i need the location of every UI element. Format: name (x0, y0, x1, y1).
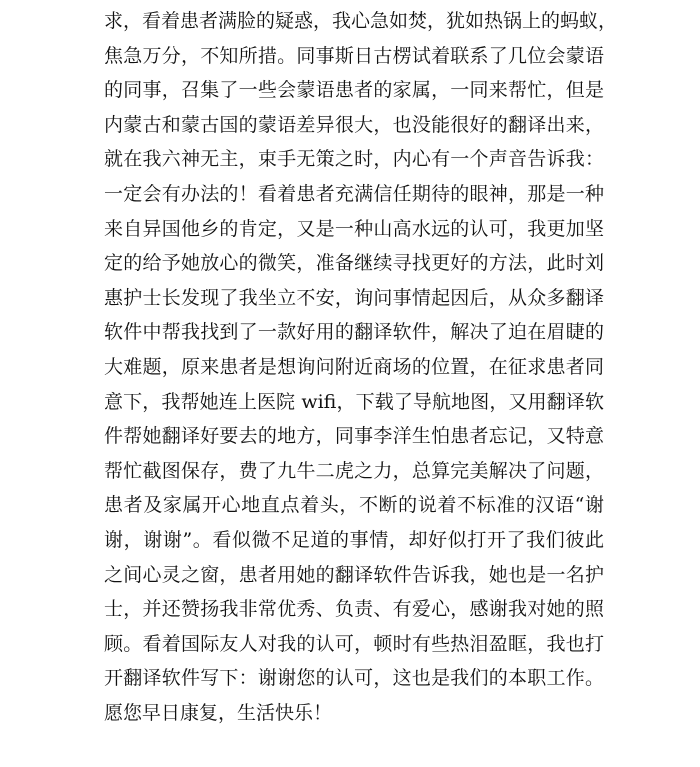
paragraph-line: 顾。看着国际友人对我的认可，顿时有些热泪盈眶，我也打 (104, 632, 604, 655)
paragraph-line: 一定会有办法的！看着患者充满信任期待的眼神，那是一种 (104, 182, 604, 205)
paragraph-line: 开翻译软件写下：谢谢您的认可，这也是我们的本职工作。 (104, 667, 604, 690)
paragraph-line: 帮忙截图保存，费了九牛二虎之力，总算完美解决了问题， (104, 459, 604, 482)
paragraph-line: 士，并还赞扬我非常优秀、负责、有爱心，感谢我对她的照 (104, 598, 604, 621)
paragraph-line: 件帮她翻译好要去的地方，同事李洋生怕患者忘记，又特意 (104, 425, 604, 448)
paragraph-line: 软件中帮我找到了一款好用的翻译软件，解决了迫在眉睫的 (104, 321, 604, 344)
body-paragraph (104, 4, 618, 730)
paragraph-line: 谢，谢谢”。看似微不足道的事情，却好似打开了我们彼此 (104, 528, 604, 551)
paragraph-line: 内蒙古和蒙古国的蒙语差异很大，也没能很好的翻译出来， (104, 113, 604, 136)
paragraph-line: 的同事，召集了一些会蒙语患者的家属，一同来帮忙，但是 (104, 79, 604, 102)
paragraph-line: 定的给予她放心的微笑，准备继续寻找更好的方法，此时刘 (104, 252, 604, 275)
paragraph-line: 焦急万分，不知所措。同事斯日古楞试着联系了几位会蒙语 (104, 44, 604, 67)
paragraph-line: 来自异国他乡的肯定，又是一种山高水远的认可，我更加坚 (104, 217, 604, 240)
paragraph-line: 就在我六神无主，束手无策之时，内心有一个声音告诉我： (104, 148, 604, 171)
paragraph-line: 惠护士长发现了我坐立不安，询问事情起因后，从众多翻译 (104, 286, 604, 309)
paragraph-line: 患者及家属开心地直点着头，不断的说着不标准的汉语“谢 (104, 494, 604, 517)
paragraph-line: 意下，我帮她连上医院 wifi，下载了导航地图，又用翻译软 (104, 390, 604, 413)
paragraph-line: 之间心灵之窗，患者用她的翻译软件告诉我，她也是一名护 (104, 563, 604, 586)
paragraph-line: 大难题，原来患者是想询问附近商场的位置，在征求患者同 (104, 355, 604, 378)
paragraph-line: 求，看着患者满脸的疑惑，我心急如焚，犹如热锅上的蚂蚁， (104, 10, 618, 32)
paragraph-line-last: 愿您早日康复，生活快乐！ (104, 701, 333, 724)
